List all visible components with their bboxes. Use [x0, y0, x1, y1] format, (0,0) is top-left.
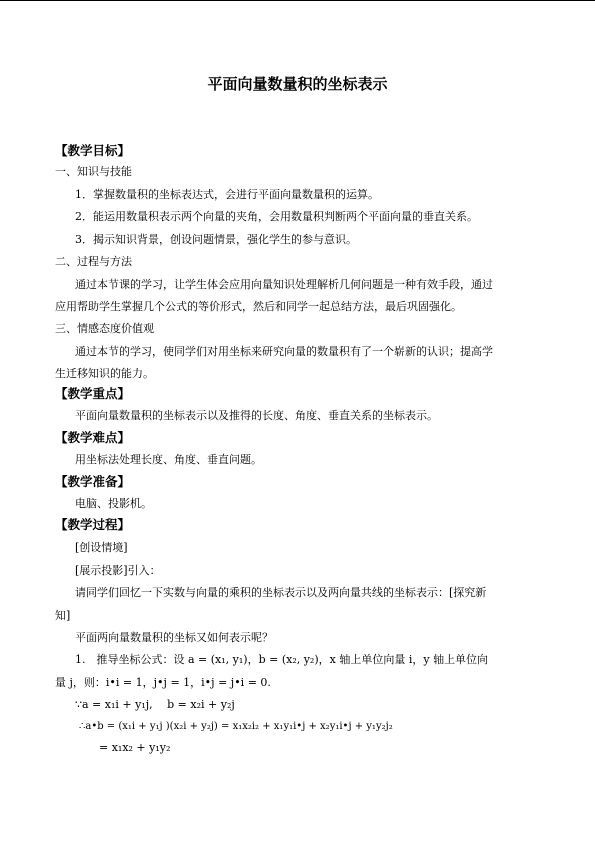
subsection-label-knowledge: 一、知识与技能 [55, 165, 132, 178]
formula-line: = x₁x₂ + y₁y₂ [99, 741, 171, 754]
section-heading-difficulties: 【教学难点】 [55, 430, 131, 445]
subsection-label-emotion: 三、情感态度价值观 [55, 322, 154, 335]
paragraph-line: 电脑、投影机。 [75, 497, 152, 510]
section-heading-key-points: 【教学重点】 [55, 386, 131, 401]
paragraph-line: 用坐标法处理长度、角度、垂直问题。 [75, 453, 262, 466]
header-rule [0, 0, 595, 1]
paragraph-line: 平面两向量数量积的坐标又如何表示呢？ [75, 631, 273, 644]
section-heading-preparation: 【教学准备】 [55, 474, 131, 489]
page-title: 平面向量数量积的坐标表示 [207, 75, 388, 93]
formula-line: 量 j，则：i•i = 1，j•j = 1，i•j = j•i = 0. [55, 676, 271, 689]
paragraph-line: 通过本节的学习，使同学们对用坐标来研究向量的数量积有了一个崭新的认识；提高学 [75, 345, 493, 358]
paragraph-line: [创设情境] [75, 541, 128, 554]
paragraph-line: 知] [55, 609, 71, 622]
list-item: 3．揭示知识背景，创设问题情景，强化学生的参与意识。 [75, 233, 357, 246]
paragraph-line: 生迁移知识的能力。 [55, 367, 154, 380]
subsection-label-process: 二、过程与方法 [55, 255, 132, 268]
paragraph-line: [展示投影]引入： [75, 564, 161, 577]
formula-line: 1. 推导坐标公式：设 a = (x₁, y₁)，b = (x₂, y₂)，x 轴上单位向量 i，y 轴上单位向 [75, 653, 489, 666]
paragraph-line: 通过本节课的学习，让学生体会应用向量知识处理解析几何问题是一种有效手段，通过 [75, 278, 493, 291]
list-item: 2．能运用数量积表示两个向量的夹角，会用数量积判断两个平面向量的垂直关系。 [75, 210, 478, 223]
paragraph-line: 平面向量数量积的坐标表示以及推得的长度、角度、垂直关系的坐标表示。 [75, 409, 438, 422]
section-heading-procedure: 【教学过程】 [55, 517, 131, 532]
list-item: 1．掌握数量积的坐标表达式，会进行平面向量数量积的运算。 [75, 188, 379, 201]
paragraph-line: 请同学们回忆一下实数与向量的乘积的坐标表示以及两向量共线的坐标表示：[探究新 [75, 586, 487, 599]
formula-line: ∴a•b = (x₁i + y₁j )(x₂i + y₂j) = x₁x₂i₂ + x₁y₁i•j + x₂y₁i•j + y₁y₂j₂ [79, 721, 393, 732]
paragraph-line: 应用帮助学生掌握几个公式的等价形式，然后和同学一起总结方法，最后巩固强化。 [55, 300, 462, 313]
formula-line: ∵a = x₁i + y₁j, b = x₂i + y₂j [75, 698, 235, 711]
section-heading-goals: 【教学目标】 [55, 143, 131, 158]
